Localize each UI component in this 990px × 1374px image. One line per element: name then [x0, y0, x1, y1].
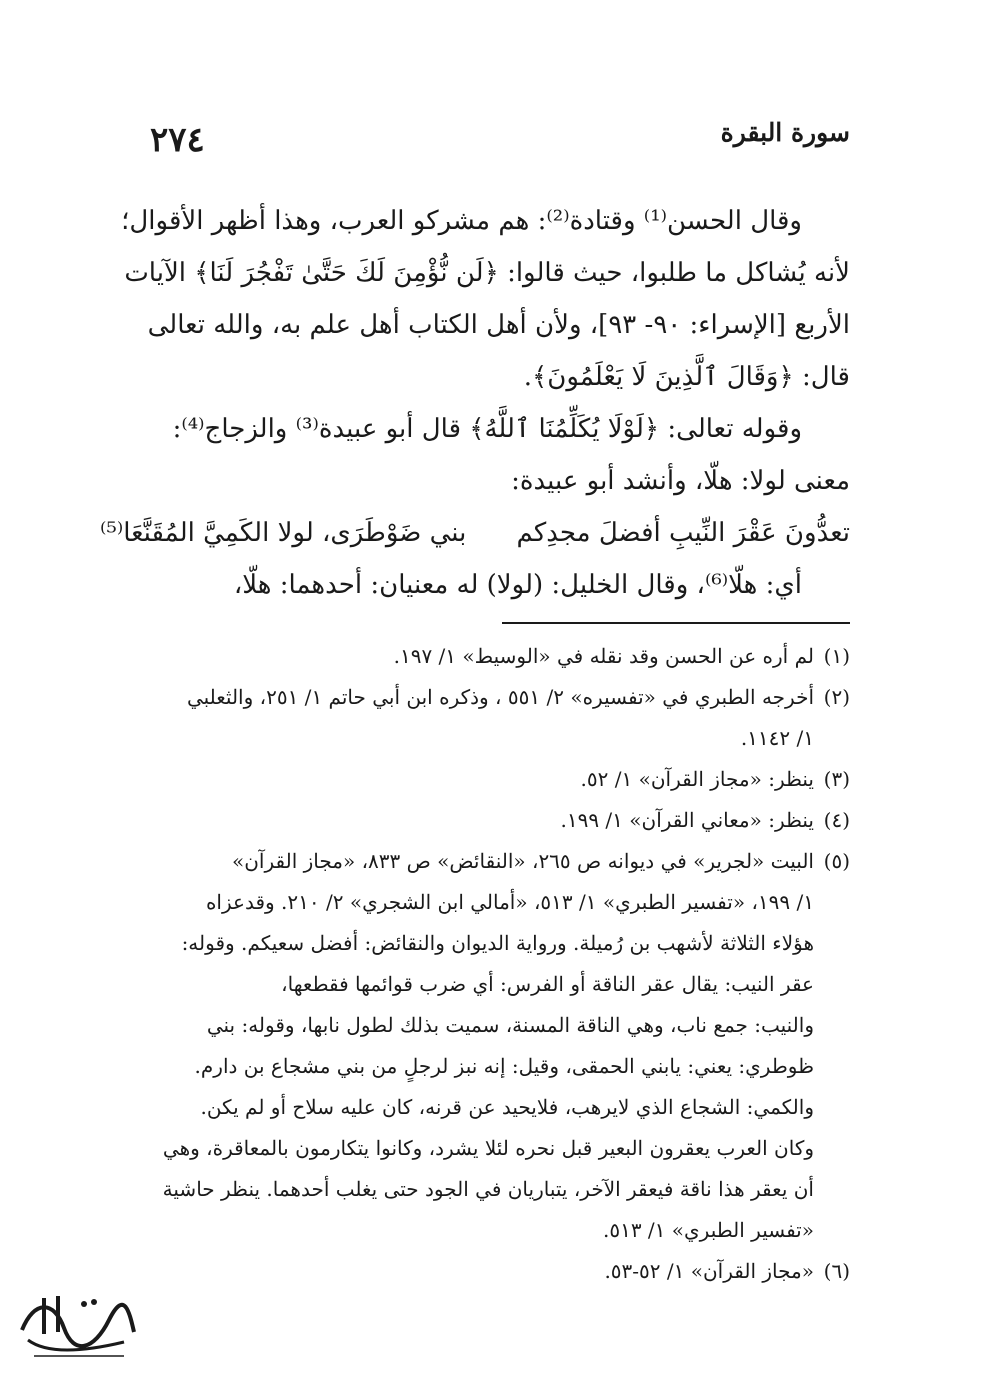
body-line: قال: ﴿وَقَالَ ٱلَّذِينَ لَا يَعْلَمُونَ﴾. [523, 362, 850, 392]
footnote-line: والكمي: الشجاع الذي لايرهب، فلايحيد عن قرنه، كان عليه سلاح أو لم يكن. [200, 1095, 814, 1119]
footnote [100, 636, 850, 677]
footnote-line: أن يعقر هذا ناقة فيعقر الآخر، يتباريان في الجود حتى يغلب أحدهما. ينظر حاشية [162, 1177, 814, 1201]
body-line: لأنه يُشاكل ما طلبوا، حيث قالوا: ﴿لَن نُّؤْمِنَ لَكَ حَتَّىٰ تَفْجُرَ لَنَا﴾ الآيات [124, 258, 850, 288]
footnote-line: والنيب: جمع ناب، وهي الناقة المسنة، سميت بذلك لطول نابها، وقوله: بني [206, 1013, 814, 1037]
footnote [100, 677, 850, 759]
footnote-line: هؤلاء الثلاثة لأشهب بن رُميلة. ورواية الديوان والنقائض: أفضل سعيكم. وقوله: [181, 931, 814, 955]
body-line: الأربع [الإسراء: ٩٠- ٩٣]، ولأن أهل الكتاب أهل علم به، والله تعالى [147, 310, 850, 340]
footnote-number: (٦) [823, 1259, 850, 1283]
footnote-number: (١) [823, 644, 850, 668]
footnote-line: وكان العرب يعقرون البعير قبل نحره لئلا يشرد، وكانوا يتكارمون بالمعاقرة، وهي [162, 1136, 814, 1160]
footnote-number: (٣) [823, 767, 850, 791]
footnote-number: (٤) [823, 808, 850, 832]
footnote-line: عقر النيب: يقال عقر الناقة أو الفرس: أي ضرب قوائمها فقطعها، [281, 972, 814, 996]
footnote [100, 759, 850, 800]
footnote-line: أخرجه الطبري في «تفسيره» ٢/ ٥٥١ ، وذكره ابن أبي حاتم ١/ ٢٥١، والثعلبي [186, 685, 814, 709]
footnote-line: ظوطري: يعني: يابني الحمقى، وقيل: إنه نبز لرجلٍ من بني مشجاع بن دارم. [194, 1054, 814, 1078]
publisher-logo [14, 1290, 139, 1364]
body-line: وقال الحسن⁽¹⁾ وقتادة⁽²⁾: هم مشركو العرب، وهذا أظهر الأقوال؛ [121, 206, 802, 236]
footnote-line: ينظر: «معاني القرآن» ١/ ١٩٩. [560, 808, 814, 832]
footnote-line: لم أره عن الحسن وقد نقله في «الوسيط» ١/ ١٩٧. [393, 644, 814, 668]
footnotes [100, 636, 850, 1292]
footnote-line: البيت «لجرير» في ديوانه ص ٢٦٥، «النقائض» ص ٨٣٣، «مجاز القرآن» [231, 849, 814, 873]
surah-title: سورة البقرة [720, 118, 850, 147]
footnote [100, 841, 850, 1251]
verse-second-hemistich: بني ضَوْطَرَى، لولا الكَمِيَّ المُقَنَّعَا⁽⁵⁾ [100, 518, 467, 548]
page-number: ٢٧٤ [150, 120, 205, 160]
footnote-line: ١/ ١٩٩، «تفسير الطبري» ١/ ٥١٣، «أمالي ابن الشجري» ٢/ ٢١٠. وقدعزاه [205, 890, 814, 914]
body-line: معنى لولا: هلّا، وأنشد أبو عبيدة: [511, 466, 850, 496]
footnote-line: ١/ ١١٤٢. [740, 726, 814, 750]
main-text [100, 195, 850, 611]
footnote [100, 800, 850, 841]
footnote-line: ينظر: «مجاز القرآن» ١/ ٥٢. [580, 767, 814, 791]
body-line: وقوله تعالى: ﴿لَوْلَا يُكَلِّمُنَا ٱللَّهُ﴾ قال أبو عبيدة⁽³⁾ والزجاج⁽⁴⁾: [172, 414, 802, 444]
poetry-verse [100, 507, 850, 559]
body-line: أي: هلّا⁽⁶⁾، وقال الخليل: (لولا) له معنيان: أحدهما: هلّا، [233, 570, 802, 600]
footnote-number: (٥) [823, 849, 850, 873]
footnote-line: «تفسير الطبري» ١/ ٥١٣. [602, 1218, 814, 1242]
footnote-line: «مجاز القرآن» ١/ ٥٢-٥٣. [604, 1259, 814, 1283]
verse-first-hemistich: تعدُّونَ عَقْرَ النِّيبِ أفضلَ مجدِكم [516, 518, 850, 548]
footnote-separator [502, 622, 850, 624]
footnote-number: (٢) [823, 685, 850, 709]
footnote [100, 1251, 850, 1292]
